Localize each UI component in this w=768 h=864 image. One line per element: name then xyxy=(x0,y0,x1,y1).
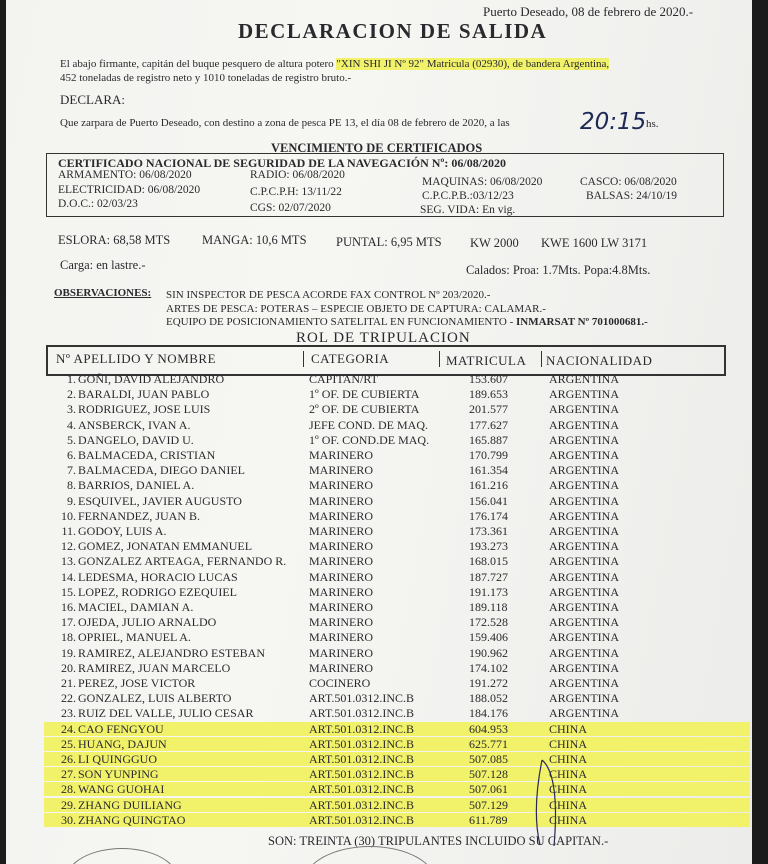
crew-nationality: ARGENTINA xyxy=(549,676,619,690)
crew-matricula: 174.102 xyxy=(469,660,508,675)
crew-number: 17. xyxy=(61,615,76,630)
crew-category: ART.501.0312.INC.B xyxy=(309,812,415,827)
crew-row xyxy=(6,615,752,630)
crew-matricula: 190.962 xyxy=(469,645,508,660)
intro-line-1-text: El abajo firmante, capitán del buque pesquero de altura potero xyxy=(60,58,334,70)
crew-category: MARINERO xyxy=(309,660,374,675)
crew-row xyxy=(6,722,752,737)
crew-nationality: ARGENTINA xyxy=(549,508,619,523)
crew-name: SON YUNPING xyxy=(78,767,159,782)
crew-matricula: 193.273 xyxy=(469,539,508,554)
crew-nationality: ARGENTINA xyxy=(549,660,619,675)
crew-name: ESQUIVEL, JAVIER AUGUSTO xyxy=(78,493,242,508)
handwritten-time: 20:15 xyxy=(580,109,647,135)
document-page xyxy=(6,0,752,864)
obs-line-3-text: EQUIPO DE POSICIONAMIENTO SATELITAL EN FUNCIONAMIENTO - xyxy=(166,316,514,328)
crew-name: GOÑI, DAVID ALEJANDRO xyxy=(78,372,225,386)
document-title: DECLARACION DE SALIDA xyxy=(238,19,548,43)
vessel-highlight: "XIN SHI JI Nº 92" Matricula (02930), de bandera Argentina, xyxy=(336,58,610,70)
crew-category: MARINERO xyxy=(309,554,374,569)
crew-number: 10. xyxy=(61,508,76,523)
crew-nationality: CHINA xyxy=(549,812,587,827)
crew-nationality: ARGENTINA xyxy=(549,387,619,402)
crew-row xyxy=(6,661,752,676)
crew-row xyxy=(6,524,752,539)
crew-name: PEREZ, JOSE VICTOR xyxy=(78,676,196,690)
crew-category: ART.501.0312.INC.B xyxy=(309,736,415,751)
crew-nationality: ARGENTINA xyxy=(549,463,619,478)
col-nombre: Nº APELLIDO Y NOMBRE xyxy=(56,351,217,366)
crew-name: FERNANDEZ, JUAN B. xyxy=(78,508,201,523)
crew-row xyxy=(6,372,752,387)
crew-matricula: 507.061 xyxy=(469,782,508,797)
crew-matricula: 156.041 xyxy=(469,493,508,508)
crew-number: 24. xyxy=(61,721,76,736)
crew-nationality: ARGENTINA xyxy=(549,478,619,493)
certs-heading: VENCIMIENTO DE CERTIFICADOS xyxy=(271,141,483,155)
crew-row xyxy=(6,570,752,585)
crew-category: MARINERO xyxy=(309,448,374,462)
crew-category: ART.501.0312.INC.B xyxy=(309,752,415,766)
crew-number: 16. xyxy=(61,600,76,614)
crew-matricula: 176.174 xyxy=(469,508,508,523)
cert-seg-vida: SEG. VIDA: En vig. xyxy=(420,204,516,216)
carga: Carga: en lastre.- xyxy=(60,258,146,272)
crew-matricula: 153.607 xyxy=(469,372,508,386)
crew-matricula: 201.577 xyxy=(469,402,508,417)
header-divider-2 xyxy=(439,351,440,367)
crew-nationality: ARGENTINA xyxy=(549,691,619,706)
crew-name: DANGELO, DAVID U. xyxy=(78,432,194,447)
header-divider-3 xyxy=(541,351,542,367)
cert-cpcpb: C.P.C.P.B.:03/12/23 xyxy=(422,190,514,202)
obs-line-3 xyxy=(166,316,648,328)
crew-name: OJEDA, JULIO ARNALDO xyxy=(78,615,217,630)
cert-cpcph: C.P.C.P.H: 13/11/22 xyxy=(250,186,342,198)
crew-number: 22. xyxy=(61,691,76,706)
crew-name: OPRIEL, MANUEL A. xyxy=(78,630,191,645)
crew-matricula: 189.118 xyxy=(469,600,508,614)
crew-number: 25. xyxy=(61,736,76,751)
crew-category: COCINERO xyxy=(309,676,371,690)
crew-category: MARINERO xyxy=(309,584,374,599)
crew-row xyxy=(6,676,752,691)
crew-name: WANG GUOHAI xyxy=(78,782,165,797)
inmarsat: INMARSAT Nº 701000681.- xyxy=(515,316,648,328)
crew-matricula: 507.128 xyxy=(469,767,508,782)
crew-name: GOMEZ, JONATAN EMMANUEL xyxy=(78,539,253,554)
crew-number: 14. xyxy=(61,569,76,584)
crew-row xyxy=(6,798,752,813)
crew-matricula: 187.727 xyxy=(469,569,508,584)
crew-category: MARINERO xyxy=(309,508,374,523)
cert-armamento: ARMAMENTO: 06/08/2020 xyxy=(58,169,192,181)
crew-name: MACIEL, DAMIAN A. xyxy=(78,600,194,614)
crew-row xyxy=(6,630,752,645)
hs-label: hs. xyxy=(646,118,659,130)
crew-nationality: ARGENTINA xyxy=(549,372,619,386)
puntal: PUNTAL: 6,95 MTS xyxy=(336,235,442,249)
cert-electricidad: ELECTRICIDAD: 06/08/2020 xyxy=(58,184,201,196)
crew-nationality: CHINA xyxy=(549,797,587,812)
crew-nationality: ARGENTINA xyxy=(549,417,619,432)
crew-nationality: ARGENTINA xyxy=(549,569,619,584)
crew-name: ZHANG DUILIANG xyxy=(78,797,182,812)
intro-line-1 xyxy=(60,58,609,70)
crew-number: 18. xyxy=(61,630,76,645)
crew-nationality: CHINA xyxy=(549,782,587,797)
crew-name: GONZALEZ, LUIS ALBERTO xyxy=(78,691,232,706)
crew-number: 19. xyxy=(61,645,76,660)
crew-row xyxy=(6,737,752,752)
crew-category: MARINERO xyxy=(309,645,374,660)
crew-number: 7. xyxy=(67,463,76,478)
crew-row xyxy=(6,387,752,402)
crew-category: ART.501.0312.INC.B xyxy=(309,706,415,721)
crew-category: 1º OF. DE CUBIERTA xyxy=(309,387,420,402)
crew-nationality: CHINA xyxy=(549,767,587,782)
crew-row xyxy=(6,494,752,509)
crew-category: MARINERO xyxy=(309,539,374,554)
crew-row xyxy=(6,706,752,721)
kwe: KWE 1600 LW 3171 xyxy=(541,236,648,250)
crew-nationality: ARGENTINA xyxy=(549,539,619,554)
crew-matricula: 168.015 xyxy=(469,554,508,569)
crew-category: MARINERO xyxy=(309,615,374,630)
crew-name: ANSBERCK, IVAN A. xyxy=(78,417,191,432)
col-nacionalidad: NACIONALIDAD xyxy=(546,353,653,368)
crew-number: 23. xyxy=(61,706,76,721)
crew-number: 20. xyxy=(61,660,76,675)
kw: KW 2000 xyxy=(470,236,519,250)
crew-row xyxy=(6,433,752,448)
crew-name: BALMACEDA, DIEGO DANIEL xyxy=(78,463,245,478)
cert-casco: CASCO: 06/08/2020 xyxy=(580,176,677,188)
crew-category: MARINERO xyxy=(309,569,374,584)
observaciones-label: OBSERVACIONES: xyxy=(54,287,152,299)
crew-row xyxy=(6,478,752,493)
crew-nationality: ARGENTINA xyxy=(549,630,619,645)
crew-name: BARALDI, JUAN PABLO xyxy=(78,387,210,402)
crew-category: MARINERO xyxy=(309,493,374,508)
crew-number: 15. xyxy=(61,584,76,599)
crew-row xyxy=(6,782,752,797)
crew-nationality: ARGENTINA xyxy=(549,448,619,462)
crew-matricula: 184.176 xyxy=(469,706,508,721)
crew-matricula: 191.272 xyxy=(469,676,508,690)
crew-nationality: ARGENTINA xyxy=(549,615,619,630)
crew-name: CAO FENGYOU xyxy=(78,721,164,736)
crew-row xyxy=(6,402,752,417)
crew-matricula: 188.052 xyxy=(469,691,508,706)
col-categoria: CATEGORIA xyxy=(311,351,390,366)
crew-category: MARINERO xyxy=(309,630,374,645)
crew-matricula: 604.953 xyxy=(469,721,508,736)
crew-row xyxy=(6,539,752,554)
crew-number: 2. xyxy=(67,387,76,402)
crew-category: ART.501.0312.INC.B xyxy=(309,767,415,782)
cert-radio: RADIO: 06/08/2020 xyxy=(250,169,345,181)
crew-category: ART.501.0312.INC.B xyxy=(309,782,415,797)
departure-text: Que zarpara de Puerto Deseado, con destino a zona de pesca PE 13, el día 08 de febrero de 2020, a las xyxy=(60,117,510,129)
crew-category: MARINERO xyxy=(309,478,374,493)
crew-number: 30. xyxy=(61,812,76,827)
crew-number: 5. xyxy=(67,432,76,447)
crew-nationality: ARGENTINA xyxy=(549,600,619,614)
cert-cgs: CGS: 02/07/2020 xyxy=(250,202,331,214)
cert-doc: D.O.C.: 02/03/23 xyxy=(58,198,138,210)
crew-number: 29. xyxy=(61,797,76,812)
crew-row xyxy=(6,646,752,661)
crew-matricula: 625.771 xyxy=(469,736,508,751)
crew-category: MARINERO xyxy=(309,524,374,538)
crew-name: BARRIOS, DANIEL A. xyxy=(78,478,195,493)
crew-number: 21. xyxy=(61,676,76,690)
crew-nationality: CHINA xyxy=(549,736,587,751)
crew-category: CAPITAN/RT xyxy=(309,372,378,386)
crew-category: MARINERO xyxy=(309,600,374,614)
crew-category: ART.501.0312.INC.B xyxy=(309,691,415,706)
crew-number: 12. xyxy=(61,539,76,554)
crew-nationality: ARGENTINA xyxy=(549,432,619,447)
crew-number: 8. xyxy=(67,478,76,493)
cert-nacional: CERTIFICADO NACIONAL DE SEGURIDAD DE LA NAVEGACIÓN Nº: 06/08/2020 xyxy=(58,156,507,170)
crew-row xyxy=(6,448,752,463)
crew-row xyxy=(6,691,752,706)
crew-matricula: 173.361 xyxy=(469,524,508,538)
cert-maquinas: MAQUINAS: 06/08/2020 xyxy=(422,176,543,188)
crew-row xyxy=(6,752,752,767)
crew-nationality: ARGENTINA xyxy=(549,493,619,508)
calados: Calados: Proa: 1.7Mts. Popa:4.8Mts. xyxy=(466,263,651,277)
crew-matricula: 191.173 xyxy=(469,584,508,599)
crew-matricula: 161.354 xyxy=(469,463,508,478)
crew-number: 9. xyxy=(67,493,76,508)
crew-number: 3. xyxy=(67,402,76,417)
crew-nationality: ARGENTINA xyxy=(549,706,619,721)
crew-number: 13. xyxy=(61,554,76,569)
crew-matricula: 507.129 xyxy=(469,797,508,812)
crew-row xyxy=(6,418,752,433)
crew-nationality: ARGENTINA xyxy=(549,402,619,417)
crew-number: 28. xyxy=(61,782,76,797)
crew-name: LI QUINGGUO xyxy=(78,752,157,766)
crew-name: HUANG, DAJUN xyxy=(78,736,167,751)
eslora: ESLORA: 68,58 MTS xyxy=(58,233,171,247)
col-matricula: MATRICULA xyxy=(446,353,527,368)
crew-row xyxy=(6,600,752,615)
crew-row xyxy=(6,767,752,782)
crew-nationality: ARGENTINA xyxy=(549,554,619,569)
place-date: Puerto Deseado, 08 de febrero de 2020.- xyxy=(483,4,694,19)
intro-line-3 xyxy=(60,117,510,129)
crew-name: RODRIGUEZ, JOSE LUIS xyxy=(78,402,211,417)
crew-category: 2º OF. DE CUBIERTA xyxy=(309,402,420,417)
manga: MANGA: 10,6 MTS xyxy=(202,233,307,247)
crew-name: GONZALEZ ARTEAGA, FERNANDO R. xyxy=(78,554,287,569)
crew-name: LEDESMA, HORACIO LUCAS xyxy=(78,569,238,584)
crew-nationality: ARGENTINA xyxy=(549,524,619,538)
crew-matricula: 189.653 xyxy=(469,387,508,402)
crew-matricula: 507.085 xyxy=(469,752,508,766)
crew-row xyxy=(6,813,752,828)
header-divider-1 xyxy=(303,351,304,367)
crew-matricula: 177.627 xyxy=(469,417,508,432)
crew-nationality: ARGENTINA xyxy=(549,645,619,660)
crew-name: RAMIREZ, JUAN MARCELO xyxy=(78,660,231,675)
crew-name: RAMIREZ, ALEJANDRO ESTEBAN xyxy=(78,645,266,660)
crew-number: 4. xyxy=(67,417,76,432)
crew-category: ART.501.0312.INC.B xyxy=(309,721,415,736)
crew-nationality: ARGENTINA xyxy=(549,584,619,599)
crew-row xyxy=(6,463,752,478)
crew-category: ART.501.0312.INC.B xyxy=(309,797,415,812)
crew-title: ROL DE TRIPULACION xyxy=(296,330,471,346)
total-crew: SON: TREINTA (30) TRIPULANTES INCLUIDO SU CAPITAN.- xyxy=(268,834,609,848)
official-stamp-left xyxy=(66,848,178,864)
crew-row xyxy=(6,585,752,600)
declara-label: DECLARA: xyxy=(60,92,125,107)
crew-number: 11. xyxy=(61,524,76,538)
crew-nationality: CHINA xyxy=(549,721,587,736)
obs-line-2: ARTES DE PESCA: POTERAS – ESPECIE OBJETO DE CAPTURA: CALAMAR.- xyxy=(166,303,546,315)
crew-name: ZHANG QUINGTAO xyxy=(78,812,186,827)
cert-balsas: BALSAS: 24/10/19 xyxy=(586,190,678,202)
crew-number: 1. xyxy=(67,372,76,386)
crew-name: RUIZ DEL VALLE, JULIO CESAR xyxy=(78,706,254,721)
crew-row xyxy=(6,509,752,524)
intro-line-2: 452 toneladas de registro neto y 1010 toneladas de registro bruto.- xyxy=(60,72,352,84)
crew-category: JEFE COND. DE MAQ. xyxy=(309,417,429,432)
crew-name: LOPEZ, RODRIGO EZEQUIEL xyxy=(78,584,237,599)
crew-category: 1º OF. COND.DE MAQ. xyxy=(309,432,430,447)
crew-name: BALMACEDA, CRISTIAN xyxy=(78,448,216,462)
crew-matricula: 172.528 xyxy=(469,615,508,630)
crew-number: 27. xyxy=(61,767,76,782)
crew-matricula: 611.789 xyxy=(469,812,508,827)
crew-matricula: 165.887 xyxy=(469,432,508,447)
crew-name: GODOY, LUIS A. xyxy=(78,524,167,538)
crew-nationality: CHINA xyxy=(549,752,587,766)
crew-category: MARINERO xyxy=(309,463,374,478)
crew-number: 26. xyxy=(61,752,76,766)
crew-matricula: 159.406 xyxy=(469,630,508,645)
crew-matricula: 170.799 xyxy=(469,448,508,462)
obs-line-1: SIN INSPECTOR DE PESCA ACORDE FAX CONTROL Nº 203/2020.- xyxy=(166,289,491,301)
crew-row xyxy=(6,554,752,569)
crew-matricula: 161.216 xyxy=(469,478,508,493)
crew-number: 6. xyxy=(67,448,76,462)
